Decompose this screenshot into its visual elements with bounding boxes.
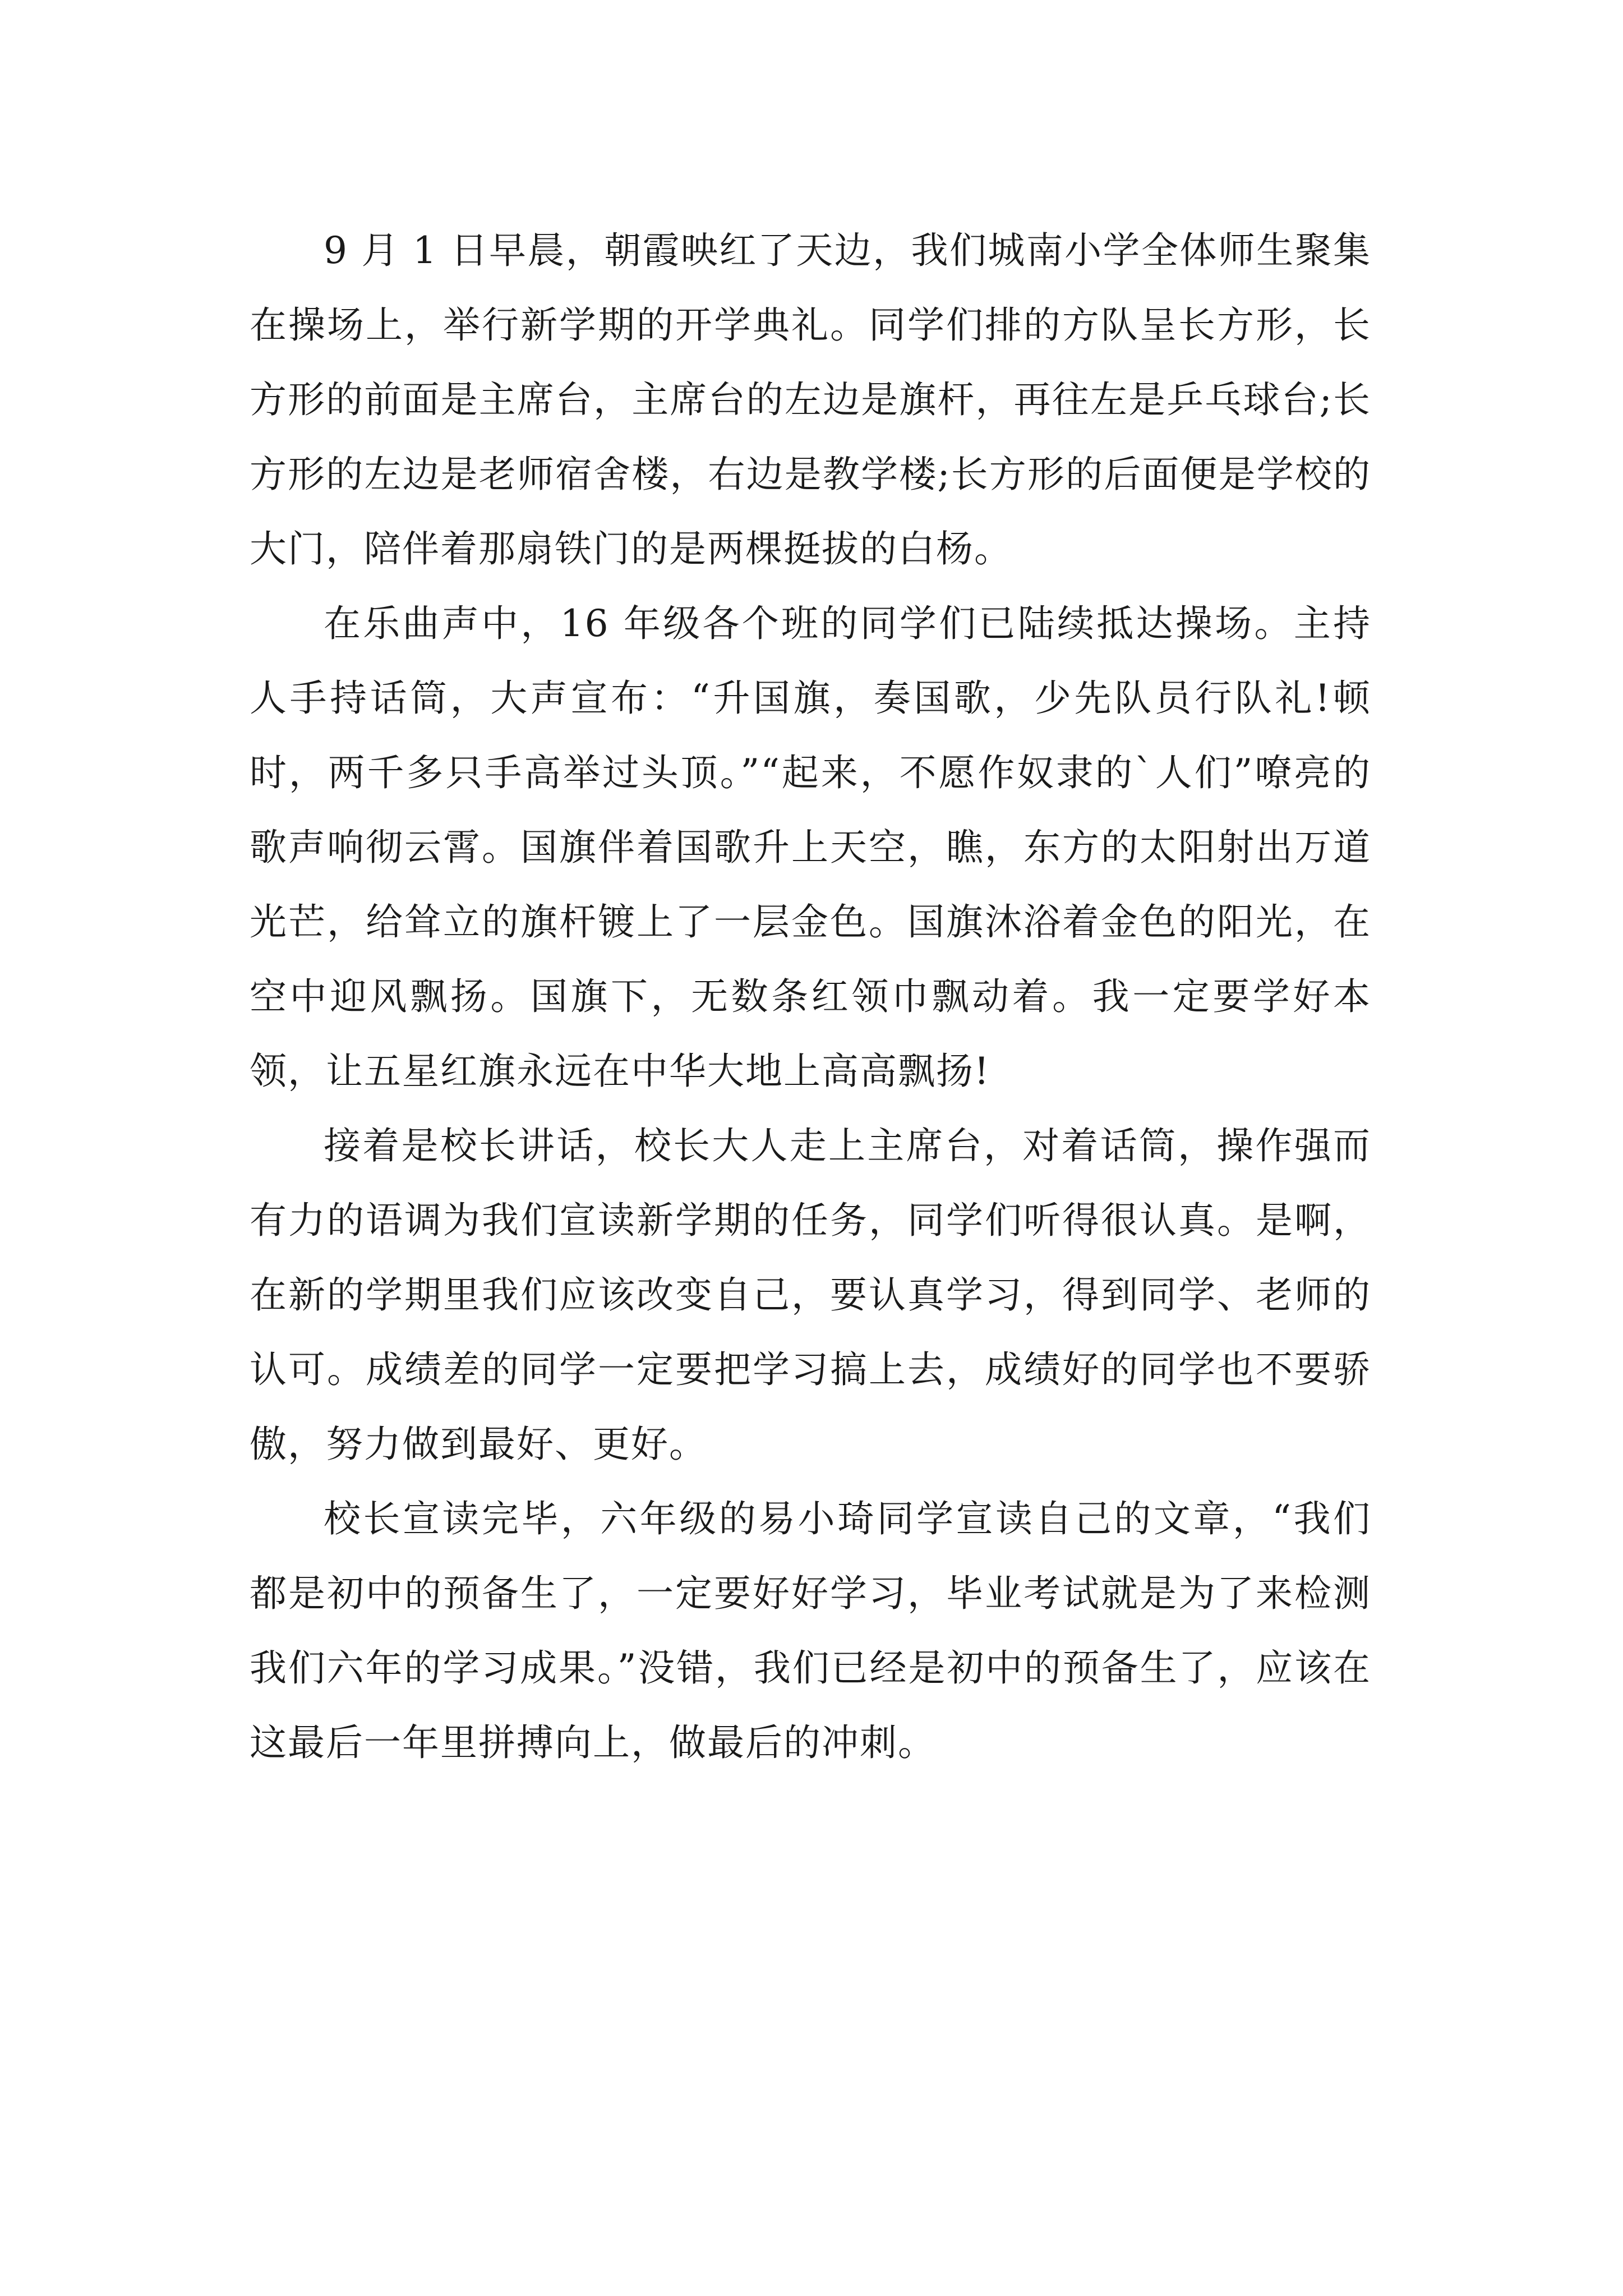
paragraph-2: 在乐曲声中，16 年级各个班的同学们已陆续抵达操场。主持人手持话筒，大声宣布：“升国旗，奏国歌，少先队员行队礼!顿时，两千多只手高举过头顶。”“起来，不愿作奴隶的`人们”嘹亮的歌声响彻云霄。国旗伴着国歌升上天空，瞧，东方的太阳射出万道光芒，给耸立的旗杆镀上了一层金色。国旗沐浴着金色的阳光，在空中迎风飘扬。国旗下，无数条红领巾飘动着。我一定要学好本领，让五星红旗永远在中华大地上高高飘扬!	[250, 602, 1371, 1093]
document-body	[250, 213, 1371, 1780]
paragraph-3: 接着是校长讲话，校长大人走上主席台，对着话筒，操作强而有力的语调为我们宣读新学期的任务，同学们听得很认真。是啊，在新的学期里我们应该改变自己，要认真学习，得到同学、老师的认可。成绩差的同学一定要把学习搞上去，成绩好的同学也不要骄傲，努力做到最好、更好。	[250, 1124, 1371, 1466]
paragraph-1: 9 月 1 日早晨，朝霞映红了天边，我们城南小学全体师生聚集在操场上，举行新学期的开学典礼。同学们排的方队呈长方形，长方形的前面是主席台，主席台的左边是旗杆，再往左是乒乓球台;长方形的左边是老师宿舍楼，右边是教学楼;长方形的后面便是学校的大门，陪伴着那扇铁门的是两棵挺拔的白杨。	[250, 229, 1371, 570]
paragraph-4: 校长宣读完毕，六年级的易小琦同学宣读自己的文章，“我们都是初中的预备生了，一定要好好学习，毕业考试就是为了来检测我们六年的学习成果。”没错，我们已经是初中的预备生了，应该在这最后一年里拼搏向上，做最后的冲刺。	[250, 1497, 1371, 1764]
